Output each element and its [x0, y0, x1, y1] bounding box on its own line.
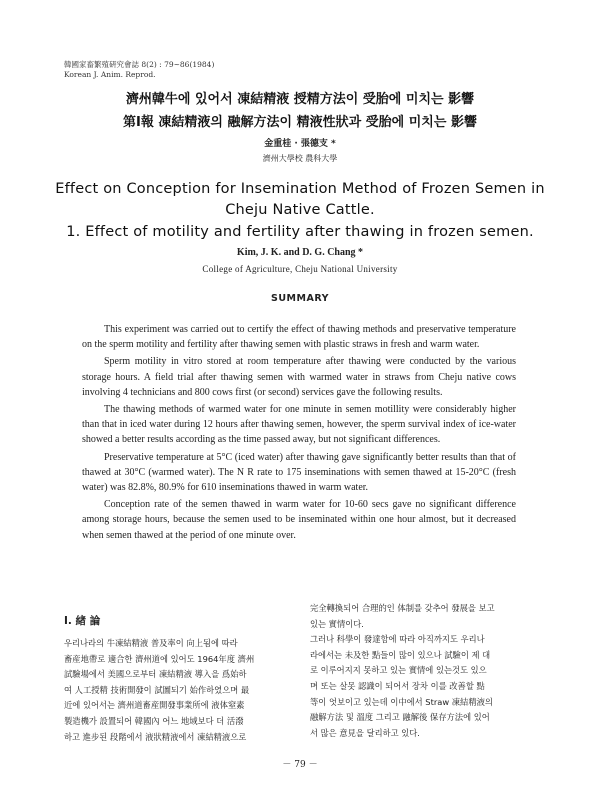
body-text-line: 여 人工授精 技術開發이 試圖되기 始作하였으며 最 — [64, 684, 250, 695]
body-text-line: 라에서는 未及한 點들이 많이 있으나 試驗이 제 대 — [310, 649, 491, 660]
page-number: － 79 － — [282, 760, 318, 770]
body-text-line: 製造機가 設置되어 韓國內 어느 地域보다 더 活潑 — [64, 715, 244, 726]
summary-paragraph: This experiment was carried out to certify the effect of thawing methods and preservative temperature on the sperm motility and fertility after thawing semen with plastic straws in fresh and warm water. — [82, 324, 516, 351]
body-text-line: 우리나라의 牛凍結精液 普及率이 向上됨에 따라 — [64, 638, 238, 648]
summary-heading: SUMMARY — [271, 293, 329, 304]
english-affiliation: College of Agriculture, Cheju National University — [202, 264, 398, 274]
body-text-line: 하고 進步된 段階에서 液狀精液에서 凍結精液으로 — [64, 731, 247, 742]
body-text-line: 서 많은 意見을 달리하고 있다. — [310, 727, 420, 738]
journal-citation-korean: 韓國家畜繁殖硏究會誌 8(2) : 79~86(1984) — [64, 60, 215, 69]
korean-title-line-1: 濟州韓牛에 있어서 凍結精液 授精方法이 受胎에 미치는 影響 — [125, 92, 475, 107]
body-text-line: 等이 엇보이고 있는데 이中에서 Straw 凍結精液의 — [310, 696, 493, 707]
body-text-line: 試驗場에서 美國으로부터 凍結精液 導入을 爲始하 — [64, 669, 247, 680]
journal-citation — [64, 60, 214, 80]
korean-affiliation: 濟州大學校 農科大學 — [262, 154, 338, 163]
english-authors: Kim, J. K. and D. G. Chang * — [236, 247, 364, 258]
body-text-line: 融解方法 및 溫度 그리고 融解後 保存方法에 있어 — [310, 712, 490, 723]
body-text-line: 近에 있어서는 濟州道畜産開發事業所에 液体窒素 — [64, 700, 245, 711]
introduction-left-column — [64, 612, 298, 745]
body-text-line: 그러나 科學이 發達함에 따라 아직까지도 우리나 — [310, 634, 485, 645]
body-text-line: 로 이루어지지 못하고 있는 實情에 있는것도 있으 — [310, 665, 487, 676]
english-title-line-3: 1. Effect of motility and fertility after thawing in frozen semen. — [66, 224, 534, 240]
summary-body — [82, 322, 516, 543]
journal-citation-english: Korean J. Anim. Reprod. — [64, 70, 156, 79]
english-title-line-2: Cheju Native Cattle. — [225, 202, 375, 218]
introduction-right-column — [310, 601, 536, 741]
summary-paragraph: Sperm motility in vitro stored at room temperature after thawing were conducted by the various storage hours. A field trial after thawing semen with warmed water in straws from Cheju native cows involving 4 technicians and 800 cows first (or second) services gave the following results. — [82, 356, 516, 398]
body-text-line: 며 또는 살못 認識이 되어서 장차 이를 改善할 點 — [310, 680, 485, 691]
english-title-line-1: Effect on Conception for Insemination Method of Frozen Semen in — [55, 181, 545, 197]
body-text-line: 있는 實情이다. — [310, 618, 364, 629]
korean-authors: 金重桂 · 張德支 * — [264, 139, 336, 149]
introduction-heading: Ⅰ. 緖 論 — [64, 615, 101, 627]
summary-paragraph: Preservative temperature at 5°C (iced water) after thawing gave significantly better results than that of thawed at 30°C (warmed water). The N R rate to 175 inseminations with semen thawed at 15-20°C (fresh water) was 82.8%, 80.9% for 610 inseminations thawed in warm water. — [82, 451, 516, 494]
summary-paragraph: Conception rate of the semen thawed in warm water for 10-60 secs gave no significant difference among storage hours, because the semen used to be inseminated within one hour almost, but it decreased when semen thawed at the period of one minute over. — [82, 499, 516, 541]
korean-title-line-2: 第Ⅰ報 凍結精液의 融解方法이 精液性狀과 受胎에 미치는 影響 — [123, 115, 477, 130]
body-text-line: 完全轉換되어 合理的인 体制를 갖추어 發展을 보고 — [310, 603, 495, 613]
body-text-line: 畜産地帶로 適合한 濟州道에 있어도 1964年度 濟州 — [64, 653, 255, 664]
summary-paragraph: The thawing methods of warmed water for one minute in semen motillity were considerably higher than that in iced water during 12 hours after thawing semen, however, the sperm survival index of ice-water showed a better results according as the time passed away, but not significant differences. — [82, 404, 516, 446]
